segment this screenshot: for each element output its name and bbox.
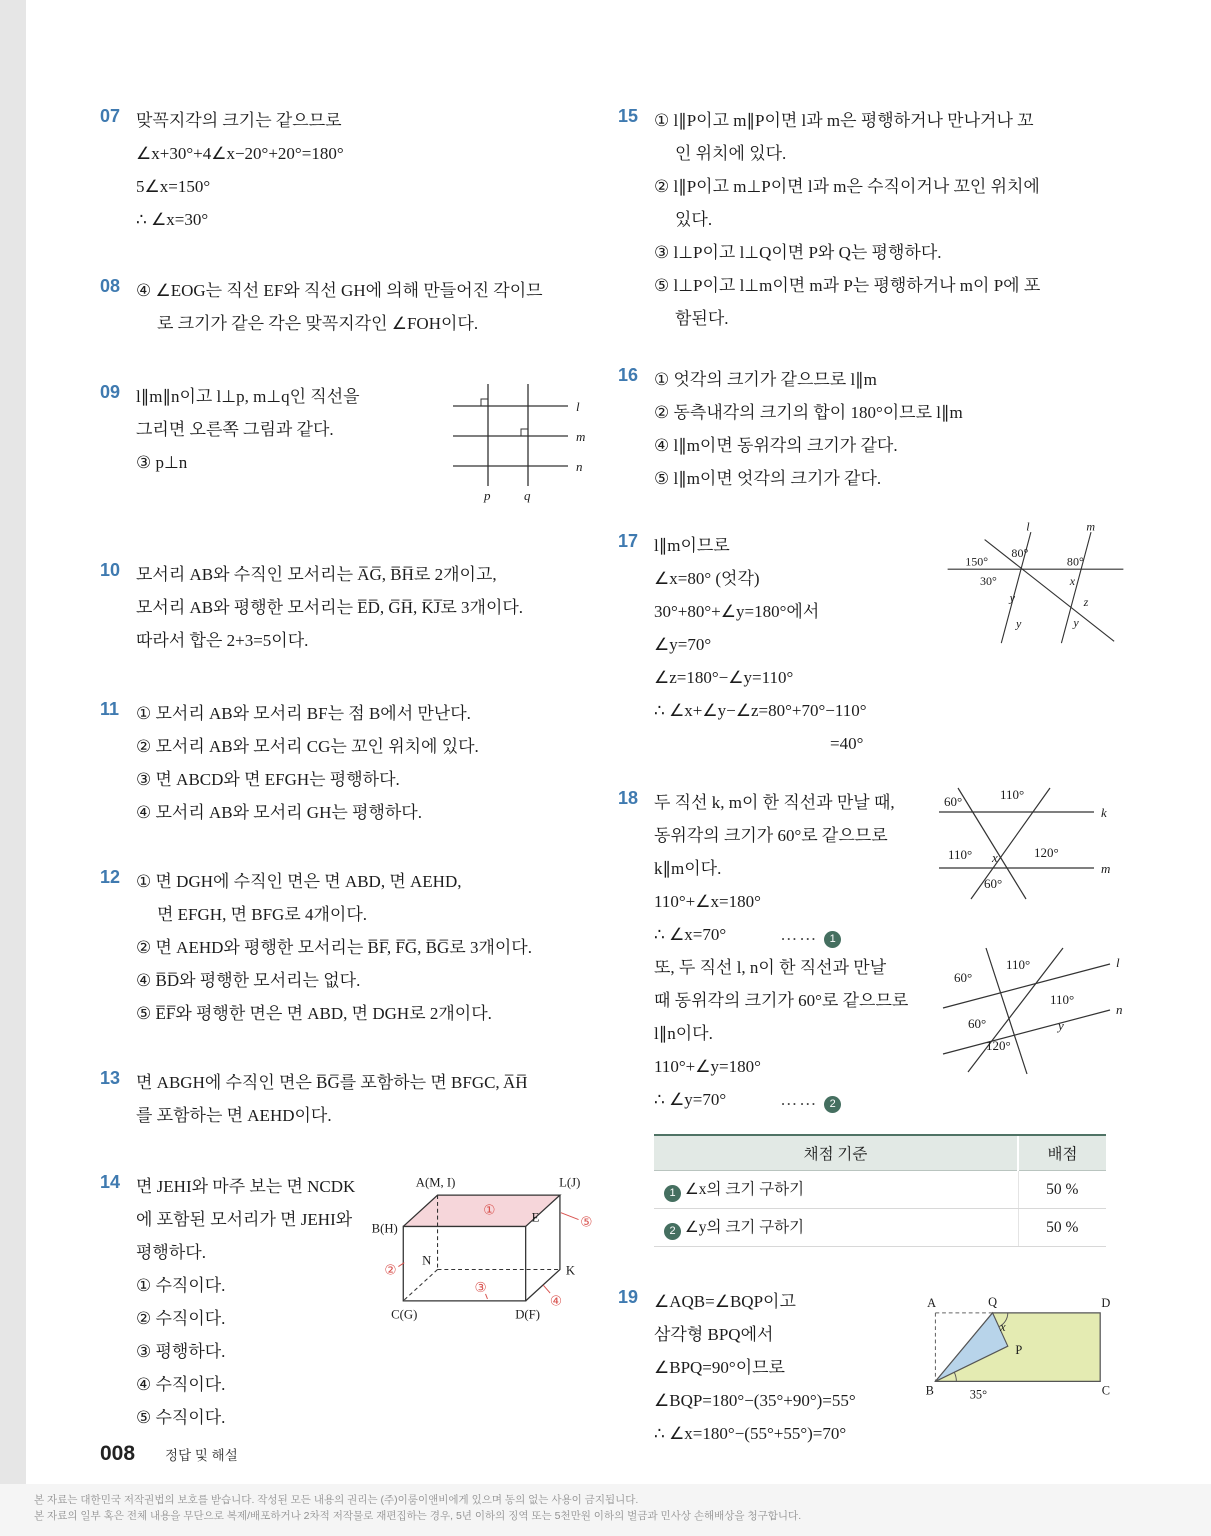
solution-line: ∴ ∠y=70° …… 2	[654, 1083, 1120, 1116]
solution-line: 에 포함된 모서리가 면 JEHI와	[136, 1210, 353, 1229]
page-footer-label: 정답 및 해설	[165, 1448, 238, 1463]
solution-line: 두 직선 k, m이 한 직선과 만날 때,	[654, 793, 895, 812]
diagram-folded-rectangle	[924, 1291, 1124, 1409]
step-badge: 2	[664, 1223, 681, 1240]
problem-13	[100, 1066, 592, 1132]
label-angle-z: z	[1083, 595, 1089, 610]
problem-07	[100, 104, 592, 236]
solution-line: ④ ∠EOG는 직선 EF와 직선 GH에 의해 만들어진 각이므	[136, 281, 543, 300]
problem-number: 11	[100, 699, 120, 719]
problem-number: 15	[618, 106, 639, 126]
leader-line	[561, 1213, 579, 1220]
grading-criteria-cell: 1 ∠x의 크기 구하기	[654, 1171, 1018, 1209]
label-angle-110-top: 110°	[1000, 787, 1025, 802]
label-line-q: q	[524, 488, 531, 503]
label-angle-110-top: 110°	[1006, 957, 1031, 972]
label-angle-x: x	[1000, 1319, 1006, 1334]
problem-number: 07	[100, 106, 121, 126]
label-angle-35: 35°	[969, 1387, 988, 1402]
problem-number: 14	[100, 1172, 121, 1192]
problem-number: 12	[100, 867, 121, 887]
grading-table	[654, 1134, 1106, 1247]
grading-row	[654, 1209, 1106, 1247]
label-vertex-a: A(M, I)	[415, 1175, 456, 1190]
label-circled-5: ⑤	[580, 1214, 593, 1230]
problem-solution	[136, 865, 592, 1030]
solution-line: ④ B̅D̅와 평행한 모서리는 없다.	[136, 971, 361, 990]
solution-line: 를 포함하는 면 AEHD이다.	[136, 1106, 332, 1125]
solution-line: ③ 면 ABCD와 면 EFGH는 평행하다.	[136, 770, 400, 789]
problem-number: 19	[618, 1287, 639, 1307]
label-circled-4: ④	[549, 1293, 563, 1309]
problem-11	[100, 697, 592, 829]
problem-solution	[136, 697, 592, 829]
solution-line: 인 위치에 있다.	[675, 144, 787, 163]
solution-line: 면 JEHI와 마주 보는 면 NCDK	[136, 1177, 356, 1196]
step-badge: 2	[824, 1096, 841, 1113]
diagram-parallel-perpendicular-lines	[448, 376, 598, 504]
solution-line: l∥n이다.	[654, 1024, 713, 1043]
grading-score-cell: 50 %	[1018, 1171, 1106, 1209]
solution-line: ② 면 AEHD와 평행한 모서리는 B̅F̅, F̅G̅, B̅G̅로 3개이다.	[136, 938, 532, 957]
label-angle-60-bottom: 60°	[984, 876, 1003, 891]
solution-line: 맞꼭지각의 크기는 같으므로	[136, 111, 342, 130]
grading-criteria-cell: 2 ∠y의 크기 구하기	[654, 1209, 1018, 1247]
solution-line: ③ 평행하다.	[136, 1342, 226, 1361]
copyright-line-2: 본 자료의 일부 혹은 전체 내용을 무단으로 복제/배포하거나 2차적 저작물로 재편집하는 경우, 5년 이하의 징역 또는 5천만원 이하의 벌금과 민사상 손해배상을 청구합니다.	[34, 1510, 802, 1522]
problem-number: 18	[618, 788, 639, 808]
solution-line: 면 ABGH에 수직인 면은 B̅G̅를 포함하는 면 BFGC, A̅H̅	[136, 1073, 528, 1092]
problem-solution	[136, 274, 592, 340]
label-line-n: n	[1116, 1002, 1123, 1017]
problem-14	[100, 1170, 592, 1440]
solution-line: 면 EFGH, 면 BFG로 4개이다.	[157, 905, 367, 924]
solution-line: 또, 두 직선 l, n이 한 직선과 만날	[654, 958, 887, 977]
problem-number: 13	[100, 1068, 121, 1088]
label-line-l: l	[576, 399, 580, 414]
label-angle-30: 30°	[980, 573, 997, 588]
transversal-2	[971, 788, 1050, 899]
solution-line: ⑤ l∥m이면 엇각의 크기가 같다.	[654, 469, 882, 488]
label-line-m: m	[1101, 861, 1111, 876]
solution-line: 따라서 합은 2+3=5이다.	[136, 631, 309, 650]
label-line-n: n	[576, 459, 583, 474]
solution-line: ② 모서리 AB와 모서리 CG는 꼬인 위치에 있다.	[136, 737, 479, 756]
solution-line: 때 동위각의 크기가 60°로 같으므로	[654, 991, 909, 1010]
hidden-edge	[403, 1270, 437, 1301]
label-angle-60-top: 60°	[954, 970, 973, 985]
label-angle-120: 120°	[1034, 845, 1059, 860]
label-angle-y3: y	[1073, 615, 1079, 630]
page-edge-strip	[0, 0, 26, 1536]
copyright-notice	[0, 1484, 1211, 1536]
problem-solution	[136, 558, 592, 657]
solution-line: ③ p⊥n	[136, 453, 188, 472]
label-vertex-b: B(H)	[371, 1221, 398, 1236]
solution-line: ∠z=180°−∠y=110°	[654, 668, 794, 687]
label-circled-1: ①	[483, 1202, 496, 1218]
label-line-m: m	[1086, 521, 1096, 534]
problem-solution	[654, 104, 1120, 335]
label-vertex-b: B	[925, 1383, 934, 1398]
problem-number: 10	[100, 560, 121, 580]
label-angle-y: y	[1058, 1018, 1064, 1033]
solution-line: ④ l∥m이면 동위각의 크기가 같다.	[654, 436, 898, 455]
label-angle-60-left: 60°	[968, 1016, 987, 1031]
solution-line: ② 동측내각의 크기의 합이 180°이므로 l∥m	[654, 403, 963, 422]
solution-line: ① l∥P이고 m∥P이면 l과 m은 평행하거나 만나거나 꼬	[654, 111, 1034, 130]
label-line-l: l	[1026, 521, 1030, 534]
label-angle-120: 120°	[986, 1038, 1011, 1053]
problem-solution	[136, 1066, 592, 1132]
solution-line: ① 모서리 AB와 모서리 BF는 점 B에서 만난다.	[136, 704, 471, 723]
label-vertex-a: A	[927, 1296, 937, 1311]
problem-19	[618, 1285, 1120, 1455]
label-angle-80a: 80°	[1011, 546, 1029, 561]
solution-line: ∠AQB=∠BQP이고	[654, 1292, 796, 1311]
problem-15	[618, 104, 1120, 335]
label-line-p: p	[484, 488, 491, 503]
label-vertex-q: Q	[988, 1295, 998, 1310]
label-angle-x: x	[992, 850, 998, 865]
solution-line: ⑤ 수직이다.	[136, 1408, 226, 1427]
label-vertex-l: L(J)	[559, 1175, 581, 1190]
grading-header-row	[654, 1135, 1106, 1171]
problem-18	[618, 786, 1123, 1122]
label-vertex-k: K	[565, 1263, 575, 1278]
label-line-l: l	[1116, 955, 1120, 970]
leader-line	[543, 1285, 550, 1293]
problem-number: 09	[100, 382, 121, 402]
step-badge: 1	[824, 931, 841, 948]
left-column	[100, 104, 592, 1440]
right-column	[618, 104, 1123, 1455]
solution-line: 동위각의 크기가 60°로 같으므로	[654, 826, 888, 845]
solution-line: 110°+∠y=180°	[654, 1057, 761, 1076]
solution-line: ① 면 DGH에 수직인 면은 면 ABD, 면 AEHD,	[136, 872, 462, 891]
solution-line: 모서리 AB와 평행한 모서리는 E̅D̅, G̅H̅, K̅J̅로 3개이다.	[136, 598, 524, 617]
label-angle-110: 110°	[948, 847, 973, 862]
solution-line: 그리면 오른쪽 그림과 같다.	[136, 420, 334, 439]
label-angle-y1: y	[1009, 590, 1015, 605]
problem-number: 16	[618, 365, 639, 385]
problem-number: 17	[618, 531, 639, 551]
solution-line: ∴ ∠x=70° …… 1	[654, 918, 1120, 951]
solution-line: ② 수직이다.	[136, 1309, 226, 1328]
label-vertex-d: D(F)	[515, 1307, 540, 1322]
grading-score-cell: 50 %	[1018, 1209, 1106, 1247]
page-footer	[100, 1442, 238, 1466]
right-angle-mark	[521, 429, 528, 436]
solution-line: l∥m∥n이고 l⊥p, m⊥q인 직선을	[136, 387, 360, 406]
problem-09	[100, 380, 592, 514]
transversal-slanted	[985, 540, 1115, 642]
label-vertex-c: C(G)	[391, 1307, 418, 1322]
solution-line: 모서리 AB와 수직인 모서리는 A̅G̅, B̅H̅로 2개이고,	[136, 565, 497, 584]
label-angle-x: x	[1069, 573, 1076, 588]
solution-line: ∠BQP=180°−(35°+90°)=55°	[654, 1391, 856, 1410]
problem-10	[100, 558, 592, 657]
solution-line: ∠y=70°	[654, 635, 712, 654]
copyright-line-1: 본 자료는 대한민국 저작권법의 보호를 받습니다. 작성된 모든 내용의 권리는 (주)이룸이앤비에게 있으며 동의 없는 사용이 금지됩니다.	[34, 1494, 639, 1506]
label-angle-y2: y	[1016, 616, 1022, 631]
grading-score-header: 배점	[1018, 1135, 1106, 1171]
label-angle-60-top: 60°	[944, 794, 963, 809]
label-vertex-e: E	[531, 1210, 540, 1225]
solution-line: 함된다.	[675, 309, 729, 328]
problem-17	[618, 521, 1120, 760]
label-line-m: m	[576, 429, 586, 444]
diagram-angles-parallel-lines	[943, 521, 1128, 646]
label-angle-110-right: 110°	[1050, 992, 1075, 1007]
label-vertex-d: D	[1101, 1296, 1111, 1311]
solution-line: =40°	[830, 734, 864, 753]
solution-line: 30°+80°+∠y=180°에서	[654, 602, 820, 621]
solution-line: ∠x+30°+4∠x−20°+20°=180°	[136, 144, 344, 163]
solution-line: ① 엇각의 크기가 같으므로 l∥m	[654, 370, 877, 389]
diagram-folded-cube	[369, 1164, 604, 1329]
solution-line: 있다.	[675, 210, 713, 229]
solution-line: l∥m이므로	[654, 536, 730, 555]
solution-line: ① 수직이다.	[136, 1276, 226, 1295]
solution-line: ⑤ l⊥P이고 l⊥m이면 m과 P는 평행하거나 m이 P에 포	[654, 276, 1041, 295]
problem-solution	[654, 363, 1120, 495]
label-angle-80b: 80°	[1066, 554, 1084, 569]
grading-row	[654, 1171, 1106, 1209]
problem-12	[100, 865, 592, 1030]
solution-line: ∴ ∠x+∠y−∠z=80°+70°−110°	[654, 701, 867, 720]
problem-08	[100, 274, 592, 340]
label-vertex-c: C	[1101, 1383, 1111, 1398]
grading-criteria-header: 채점 기준	[654, 1135, 1018, 1171]
solution-line: 110°+∠x=180°	[654, 892, 761, 911]
diagram-lines-k-m	[934, 786, 1124, 901]
solution-line: 5∠x=150°	[136, 177, 211, 196]
solution-line: ∠x=80° (엇각)	[654, 569, 760, 588]
label-line-k: k	[1101, 805, 1107, 820]
solution-line: ⑤ E̅F̅와 평행한 면은 면 ABD, 면 DGH로 2개이다.	[136, 1004, 492, 1023]
solution-line: k∥m이다.	[654, 859, 722, 878]
solution-line: ④ 수직이다.	[136, 1375, 226, 1394]
label-circled-2: ②	[384, 1262, 397, 1278]
diagram-lines-l-n	[938, 946, 1128, 1076]
right-angle-mark	[481, 399, 488, 406]
problem-16	[618, 363, 1120, 495]
problem-solution	[136, 104, 592, 236]
step-badge: 1	[664, 1185, 681, 1202]
label-angle-150: 150°	[965, 554, 989, 569]
solution-line: ④ 모서리 AB와 모서리 GH는 평행하다.	[136, 803, 422, 822]
problem-number: 08	[100, 276, 121, 296]
label-circled-3: ③	[474, 1280, 487, 1296]
solution-line: ∴ ∠x=180°−(55°+55°)=70°	[654, 1424, 847, 1443]
solution-line: 삼각형 BPQ에서	[654, 1325, 774, 1344]
solution-line: 로 크기가 같은 각은 맞꼭지각인 ∠FOH이다.	[157, 314, 479, 333]
label-vertex-n: N	[422, 1253, 432, 1268]
solution-line: 평행하다.	[136, 1243, 206, 1262]
solution-line: ∴ ∠x=30°	[136, 210, 209, 229]
label-vertex-p: P	[1015, 1342, 1023, 1357]
solution-line: ② l∥P이고 m⊥P이면 l과 m은 수직이거나 꼬인 위치에	[654, 177, 1040, 196]
solution-line: ③ l⊥P이고 l⊥Q이면 P와 Q는 평행하다.	[654, 243, 942, 262]
solution-line: ∠BPQ=90°이므로	[654, 1358, 785, 1377]
page-number: 008	[100, 1442, 136, 1465]
